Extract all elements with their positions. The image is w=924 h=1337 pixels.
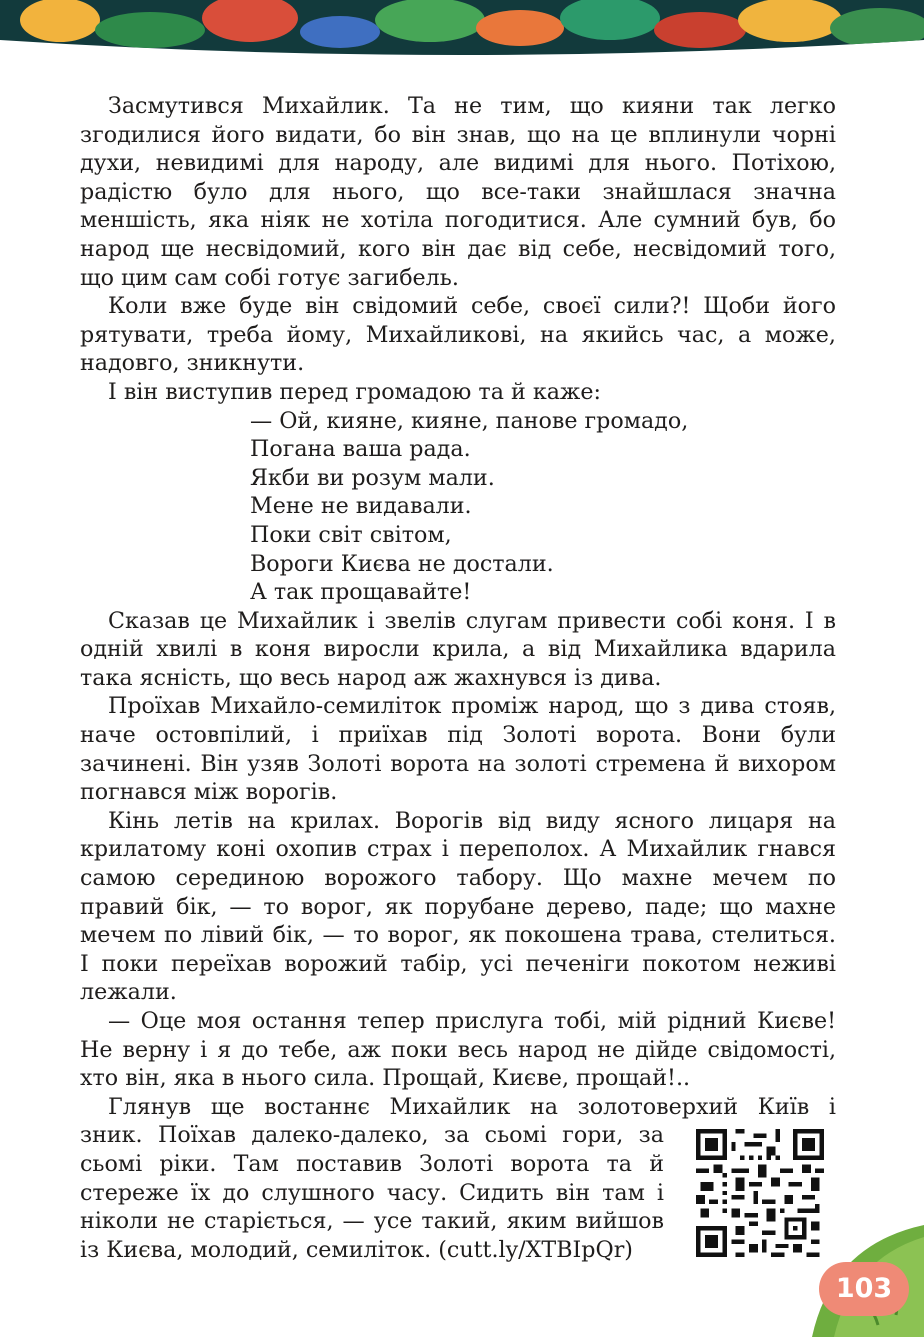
poem-line: — Ой, кияне, кияне, панове громадо,	[250, 407, 689, 434]
paragraph: Проїхав Михайло-семиліток проміж народ, що з дива стояв, наче остовпілий, і приїхав під Золоті ворота. Вони були зачинені. Він узяв Золоті ворота на золоті стремена й вихором погнався між ворогів.	[80, 693, 836, 806]
poem-line: Поки світ світом,	[250, 521, 452, 548]
final-paragraph-first-line: Глянув ще востаннє Михайлик на золотоверхий Київ і	[108, 1093, 836, 1120]
poem-line: Мене не видавали.	[250, 493, 472, 520]
paragraph: — Оце моя остання тепер прислуга тобі, мій рідний Києве! Не верну і я до тебе, аж поки весь народ не дійде свідомості, хто він, яка в нього сила. Прощай, Києве, прощай!..	[80, 1008, 836, 1092]
paragraph: Засмутився Михайлик. Та не тим, що кияни так легко згодилися його видати, бо він знав, що на це вплинули чорні духи, невидимі для народу, але видимі для нього. Потіхою, радістю було для нього, що все-таки знайшлася значна меншість, яка ніяк не хотіла погодитися. Але сумний був, бо народ ще несвідомий, кого він дає від себе, несвідомий того, що цим сам собі готує загибель.	[80, 93, 836, 291]
paragraph: І він виступив перед громадою та й каже:	[108, 378, 601, 405]
poem-line: Вороги Києва не достали.	[250, 550, 554, 577]
poem	[80, 407, 836, 607]
poem-line: Якби ви розум мали.	[250, 464, 495, 491]
floral-header-decoration	[0, 0, 924, 62]
poem-line: Погана ваша рада.	[250, 436, 471, 463]
story-text	[80, 92, 836, 1264]
paragraph: Коли вже буде він свідомий себе, своєї сили?! Щоби його рятувати, треба йому, Михайликові, на якийсь час, а може, надовго, зникнути.	[80, 293, 836, 377]
poem-line: А так прощавайте!	[250, 579, 472, 606]
final-paragraph	[80, 1093, 836, 1265]
paragraph: Кінь летів на крилах. Ворогів від виду ясного лицаря на крилатому коні охопив страх і переполох. А Михайлик гнався самою серединою ворожого табору. Що махне мечем по правий бік, — то ворог, як порубане дерево, паде; що махне мечем по лівий бік, — то ворог, як покошена трава, стелиться. І поки переїхав ворожий табір, усі печеніги покотом неживі лежали.	[80, 807, 836, 1006]
page-number: 103	[819, 1262, 909, 1316]
paragraph: Сказав це Михайлик і звелів слугам привести собі коня. І в одній хвилі в коня виросли крила, а від Михайлика вдарила така ясність, що весь народ аж жахнувся із дива.	[80, 607, 836, 691]
qr-code-icon[interactable]	[696, 1129, 824, 1257]
final-paragraph-body: зник. Поїхав далеко-далеко, за сьомі гори, за сьомі ріки. Там поставив Золоті ворота та й стереже їх до слушного часу. Сидить він там і ніколи не старіється, — усе такий, яким вийшов із Києва, молодий, семиліток. (cutt.ly/XTBIpQr)	[80, 1122, 664, 1263]
